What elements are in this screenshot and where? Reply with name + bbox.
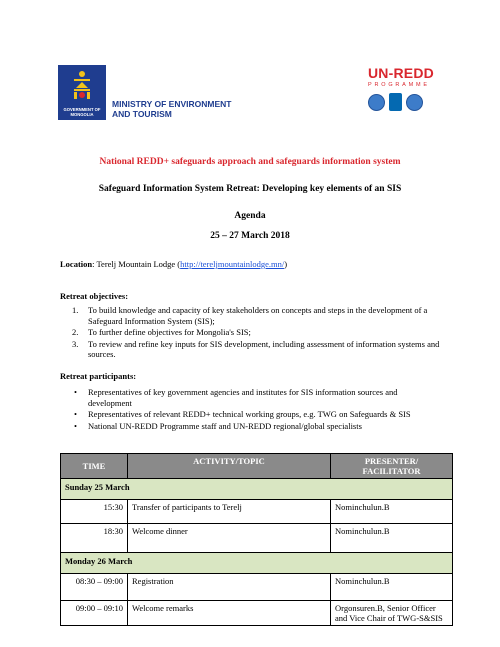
gov-caption: GOVERNMENT OF MONGOLIA <box>58 105 106 120</box>
participant-item <box>72 387 442 408</box>
header-time: TIME <box>61 454 128 479</box>
document-title: National REDD+ safeguards approach and safeguards information system <box>99 157 401 167</box>
objectives-list <box>72 305 442 361</box>
time-cell: 08:30 – 09:00 <box>61 574 128 601</box>
fao-logo-icon <box>368 94 385 111</box>
activity-cell: Welcome dinner <box>128 524 331 553</box>
objective-number: 3. <box>72 338 79 349</box>
table-row <box>61 601 453 626</box>
location-line <box>60 259 287 269</box>
table-row <box>61 524 453 553</box>
table-row <box>61 500 453 524</box>
location-label: Location <box>60 259 93 269</box>
day-row <box>61 553 453 574</box>
objectives-heading: Retreat objectives: <box>60 291 129 301</box>
table-row <box>61 574 453 601</box>
activity-cell: Transfer of participants to Terelj <box>128 500 331 524</box>
header-presenter-line-1: PRESENTER/ <box>364 456 419 466</box>
undp-logo-icon <box>389 93 402 111</box>
presenter-line-2: and Vice Chair of TWG-S&SIS <box>335 613 443 623</box>
retreat-dates: 25 – 27 March 2018 <box>210 231 290 241</box>
presenter-cell: Nominchulun.B <box>331 574 453 601</box>
participant-text: Representatives of relevant REDD+ technical working groups, e.g. TWG on Safeguards & SIS <box>88 409 411 419</box>
soyombo-icon <box>72 70 92 100</box>
day-row <box>61 479 453 500</box>
objective-item <box>72 339 442 360</box>
ministry-line-2: AND TOURISM <box>112 109 172 119</box>
retreat-subtitle: Safeguard Information System Retreat: Developing key elements of an SIS <box>98 184 402 194</box>
participant-text: Representatives of key government agencies and institutes for SIS information sources and development <box>88 387 398 408</box>
location-text-close: ) <box>284 259 288 269</box>
header-activity: ACTIVITY/TOPIC <box>128 454 331 479</box>
objective-number: 1. <box>72 305 79 315</box>
time-cell: 15:30 <box>61 500 128 524</box>
unep-logo-icon <box>406 94 423 111</box>
un-redd-wordmark: UN-REDD <box>368 65 434 81</box>
objective-item <box>72 327 442 338</box>
government-of-mongolia-logo <box>58 65 106 121</box>
participant-text: National UN-REDD Programme staff and UN-REDD regional/global specialists <box>88 420 362 431</box>
un-redd-logo <box>368 66 450 111</box>
partner-logos <box>368 93 450 111</box>
presenter-line-1: Orgonsuren.B, Senior Officer <box>335 603 436 613</box>
objective-text: To further define objectives for Mongolia's SIS; <box>88 327 251 337</box>
activity-cell: Welcome remarks <box>128 601 331 626</box>
ministry-name <box>112 99 242 119</box>
day-label: Sunday 25 March <box>61 479 453 500</box>
agenda-heading: Agenda <box>234 211 266 221</box>
location-link[interactable]: http://tereljmountainlodge.mn/ <box>180 259 285 269</box>
participant-item <box>72 421 442 432</box>
presenter-cell: Nominchulun.B <box>331 524 453 553</box>
bullet-icon: • <box>74 420 77 431</box>
presenter-cell <box>331 601 453 626</box>
header-presenter-line-2: FACILITATOR <box>362 466 421 476</box>
time-cell: 18:30 <box>61 524 128 553</box>
un-redd-programme-label: PROGRAMME <box>368 82 430 88</box>
day-label: Monday 26 March <box>61 553 453 574</box>
objective-number: 2. <box>72 327 79 337</box>
participant-item <box>72 409 442 420</box>
objective-item <box>72 305 442 326</box>
soyombo-emblem <box>58 65 106 105</box>
participants-list <box>72 387 442 432</box>
activity-cell: Registration <box>128 574 331 601</box>
objective-text: To build knowledge and capacity of key stakeholders on concepts and steps in the development of a Safeguard Information System (SIS); <box>88 305 428 326</box>
ministry-line-1: MINISTRY OF ENVIRONMENT <box>112 99 232 109</box>
participants-heading: Retreat participants: <box>60 371 137 381</box>
location-text: : Terelj Mountain Lodge ( <box>92 259 181 269</box>
bullet-icon: • <box>74 409 77 419</box>
bullet-icon: • <box>74 387 77 397</box>
header-presenter <box>331 454 453 479</box>
objective-text: To review and refine key inputs for SIS development, including assessment of information systems and sources. <box>88 338 440 359</box>
table-header-row <box>61 454 453 479</box>
agenda-table <box>60 453 453 626</box>
presenter-cell: Nominchulun.B <box>331 500 453 524</box>
time-cell: 09:00 – 09:10 <box>61 601 128 626</box>
